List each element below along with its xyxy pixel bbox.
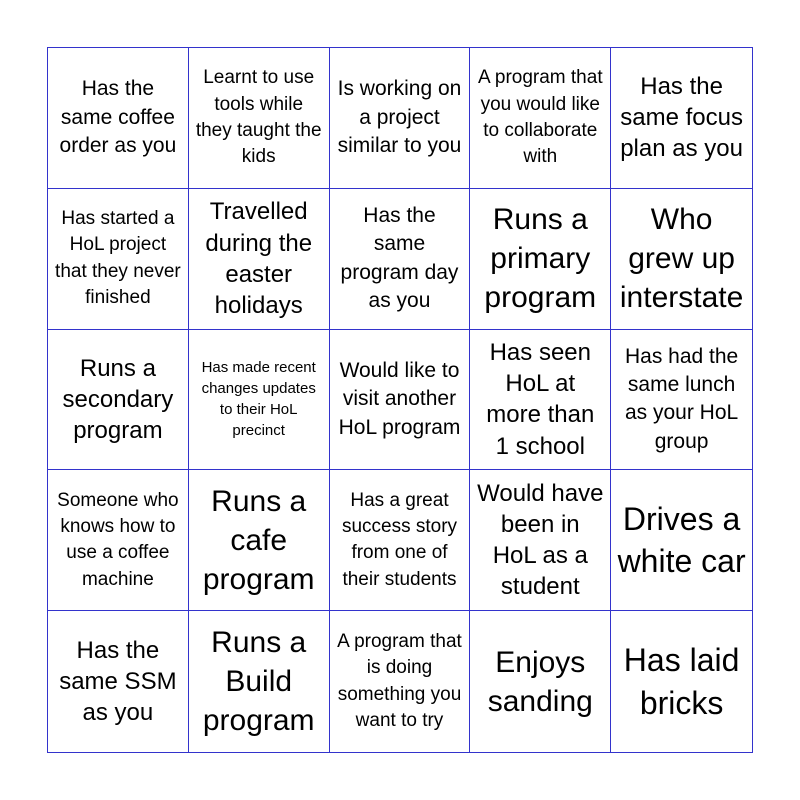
bingo-square-r2-c1[interactable] — [48, 189, 189, 330]
bingo-square-text: A program that is doing something you want to try — [337, 631, 462, 731]
bingo-square-r1-c4[interactable] — [470, 48, 611, 189]
bingo-square-r4-c4[interactable] — [470, 470, 611, 611]
bingo-square-r3-c3[interactable] — [330, 330, 471, 471]
bingo-grid — [48, 48, 752, 752]
bingo-square-text: Has made recent changes updates to their HoL precinct — [201, 359, 316, 440]
bingo-square-text: Who grew up interstate — [619, 203, 744, 315]
bingo-square-r4-c1[interactable] — [48, 470, 189, 611]
bingo-square-r5-c2[interactable] — [189, 611, 330, 752]
bingo-square-text: Would like to visit another HoL program — [338, 358, 461, 439]
bingo-square-text: Would have been in HoL as a student — [477, 479, 604, 601]
bingo-square-text: A program that you would like to collaborate with — [477, 67, 603, 168]
bingo-square-text: Someone who knows how to use a coffee machine — [57, 489, 179, 590]
bingo-square-text: Learnt to use tools while they taught the kids — [195, 67, 322, 168]
bingo-square-r2-c4[interactable] — [470, 189, 611, 330]
bingo-square-r5-c1[interactable] — [48, 611, 189, 752]
bingo-square-r4-c2[interactable] — [189, 470, 330, 611]
bingo-square-text: Runs a Build program — [202, 626, 315, 738]
bingo-square-r2-c2[interactable] — [189, 189, 330, 330]
bingo-card — [47, 47, 753, 753]
bingo-square-r4-c5[interactable] — [611, 470, 752, 611]
bingo-square-text: Has the same SSM as you — [59, 636, 177, 727]
bingo-square-r3-c1[interactable] — [48, 330, 189, 471]
bingo-square-r5-c4[interactable] — [470, 611, 611, 752]
bingo-square-text: Runs a primary program — [484, 203, 597, 315]
bingo-square-text: Has the same program day as you — [340, 204, 459, 313]
bingo-square-r1-c5[interactable] — [611, 48, 752, 189]
bingo-square-text: Is working on a project similar to you — [337, 77, 462, 158]
bingo-square-r3-c2[interactable] — [189, 330, 330, 471]
bingo-square-text: Runs a secondary program — [62, 354, 174, 445]
bingo-square-r1-c3[interactable] — [330, 48, 471, 189]
bingo-square-text: Has laid bricks — [623, 642, 740, 721]
bingo-square-text: Has the same focus plan as you — [620, 73, 743, 163]
bingo-square-text: Drives a white car — [617, 500, 746, 580]
bingo-square-r1-c1[interactable] — [48, 48, 189, 189]
bingo-square-r4-c3[interactable] — [330, 470, 471, 611]
bingo-square-text: Runs a cafe program — [202, 484, 315, 596]
bingo-square-text: Has started a HoL project that they never finished — [55, 208, 181, 308]
bingo-square-text: Has a great success story from one of their students — [341, 489, 458, 590]
bingo-square-r1-c2[interactable] — [189, 48, 330, 189]
bingo-square-r5-c3[interactable] — [330, 611, 471, 752]
bingo-square-text: Has had the same lunch as your HoL group — [624, 344, 739, 453]
bingo-square-text: Has the same coffee order as you — [59, 77, 177, 158]
bingo-square-r2-c5[interactable] — [611, 189, 752, 330]
bingo-square-text: Has seen HoL at more than 1 school — [486, 339, 595, 460]
bingo-square-r5-c5[interactable] — [611, 611, 752, 752]
bingo-square-r3-c5[interactable] — [611, 330, 752, 471]
bingo-square-r2-c3[interactable] — [330, 189, 471, 330]
bingo-square-text: Travelled during the easter holidays — [205, 198, 313, 319]
bingo-square-r3-c4[interactable] — [470, 330, 611, 471]
bingo-square-text: Enjoys sanding — [487, 645, 593, 718]
